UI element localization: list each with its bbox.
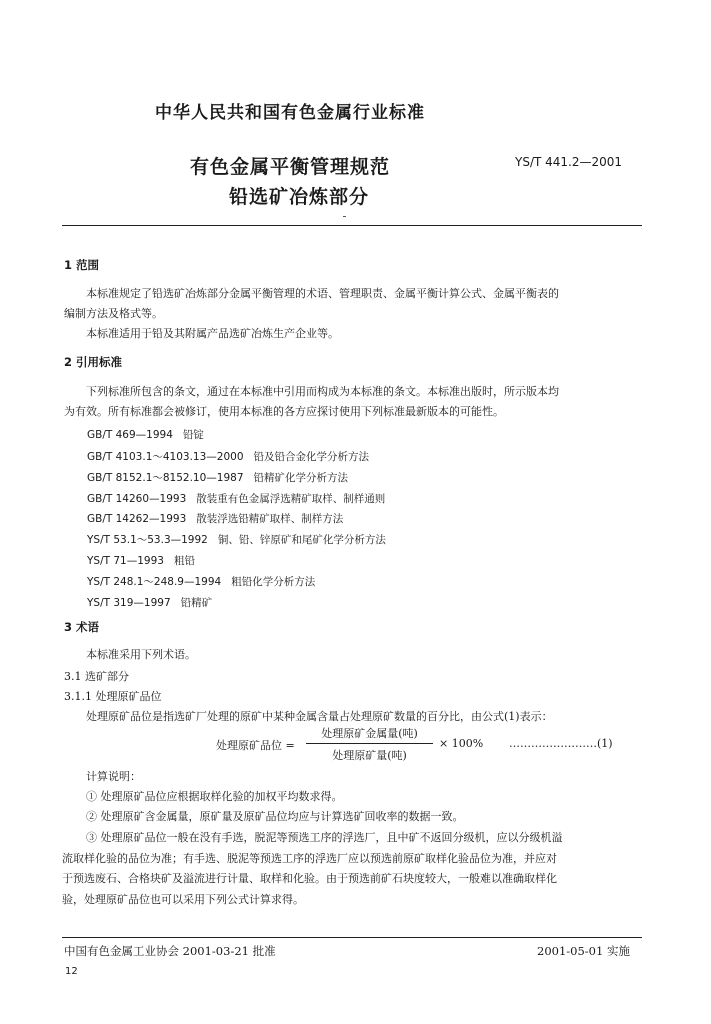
reference-item: GB/T 469—1994 铅锭 bbox=[87, 429, 204, 441]
calc-note-item: 于预选废石、合格块矿及溢流进行计量、取样和化验。由于预选前矿石块度较大，一般难以准确取样化 bbox=[62, 872, 557, 885]
calc-note-item: ② 处理原矿含金属量，原矿量及原矿品位均应与计算选矿回收率的数据一致。 bbox=[86, 810, 464, 823]
reference-item: YS/T 319—1997 铅精矿 bbox=[87, 597, 213, 609]
reference-item: YS/T 248.1～248.9—1994 粗铅化学分析方法 bbox=[87, 576, 316, 588]
footer-divider bbox=[62, 937, 642, 938]
references-intro-line: 为有效。所有标准都会被修订，使用本标准的各方应探讨使用下列标准最新版本的可能性。 bbox=[64, 405, 504, 418]
scope-paragraph-line: 编制方法及格式等。 bbox=[64, 307, 163, 320]
reference-item: GB/T 4103.1～4103.13—2000 铅及铅合金化学分析方法 bbox=[87, 451, 370, 463]
calc-note-item: 验，处理原矿品位也可以采用下列公式计算求得。 bbox=[62, 893, 304, 906]
terms-intro: 本标准采用下列术语。 bbox=[86, 648, 196, 661]
section-heading-terms: 3 术语 bbox=[64, 620, 100, 634]
reference-item: YS/T 71—1993 粗铅 bbox=[87, 555, 195, 567]
implementation-date: 2001-05-01 实施 bbox=[537, 944, 630, 958]
formula-multiplier: × 100% bbox=[439, 737, 484, 750]
formula-lhs: 处理原矿品位 = bbox=[216, 739, 295, 752]
standard-number: YS/T 441.2—2001 bbox=[515, 155, 623, 169]
document-title: 有色金属平衡管理规范 bbox=[190, 156, 391, 178]
page-number: 12 bbox=[65, 966, 78, 977]
formula-equation-number: ……………………(1) bbox=[509, 737, 613, 750]
approval-note: 中国有色金属工业协会 2001-03-21 批准 bbox=[64, 944, 276, 958]
formula-numerator: 处理原矿金属量(吨) bbox=[306, 725, 433, 744]
scope-paragraph-line: 本标准规定了铅选矿冶炼部分金属平衡管理的术语、管理职责、金属平衡计算公式、金属平衡表的 bbox=[86, 287, 559, 300]
header-divider bbox=[62, 225, 642, 226]
standard-type-header: 中华人民共和国有色金属行业标准 bbox=[155, 103, 425, 123]
section-heading-references: 2 引用标准 bbox=[64, 355, 123, 369]
subsection-heading: 3.1.1 处理原矿品位 bbox=[64, 690, 162, 703]
reference-item: GB/T 8152.1～8152.10—1987 铅精矿化学分析方法 bbox=[87, 472, 349, 484]
formula-denominator: 处理原矿量(吨) bbox=[332, 749, 407, 762]
calc-note-item: ① 处理原矿品位应根据取样化验的加权平均数求得。 bbox=[86, 790, 343, 803]
calc-note-item: 流取样化验的品位为准；有手选、脱泥等预选工序的浮选厂应以预选前原矿取样化验品位为准，并应对 bbox=[62, 852, 557, 865]
calc-note-label: 计算说明： bbox=[86, 770, 141, 783]
definition-text: 处理原矿品位是指选矿厂处理的原矿中某种金属含量占处理原矿数量的百分比，由公式(1)表示： bbox=[86, 710, 553, 723]
reference-item: GB/T 14262—1993 散装浮选铅精矿取样、制样方法 bbox=[87, 513, 344, 525]
reference-item: YS/T 53.1～53.3—1992 铜、铅、锌原矿和尾矿化学分析方法 bbox=[87, 534, 386, 546]
reference-item: GB/T 14260—1993 散装重有色金属浮选精矿取样、制样通则 bbox=[87, 493, 386, 505]
formula-fraction bbox=[306, 725, 433, 763]
section-heading-scope: 1 范围 bbox=[64, 258, 100, 272]
subsection-heading: 3.1 选矿部分 bbox=[64, 670, 129, 683]
header-divider-mark bbox=[343, 216, 346, 217]
formula-1 bbox=[216, 725, 656, 765]
references-intro-line: 下列标准所包含的条文，通过在本标准中引用而构成为本标准的条文。本标准出版时，所示版本均 bbox=[86, 385, 559, 398]
document-subtitle: 铅选矿冶炼部分 bbox=[229, 186, 370, 208]
scope-paragraph-line: 本标准适用于铅及其附属产品选矿冶炼生产企业等。 bbox=[86, 327, 339, 340]
calc-note-item: ③ 处理原矿品位一般在没有手选，脱泥等预选工序的浮选厂，且中矿不返回分级机，应以分级机溢 bbox=[86, 831, 563, 844]
